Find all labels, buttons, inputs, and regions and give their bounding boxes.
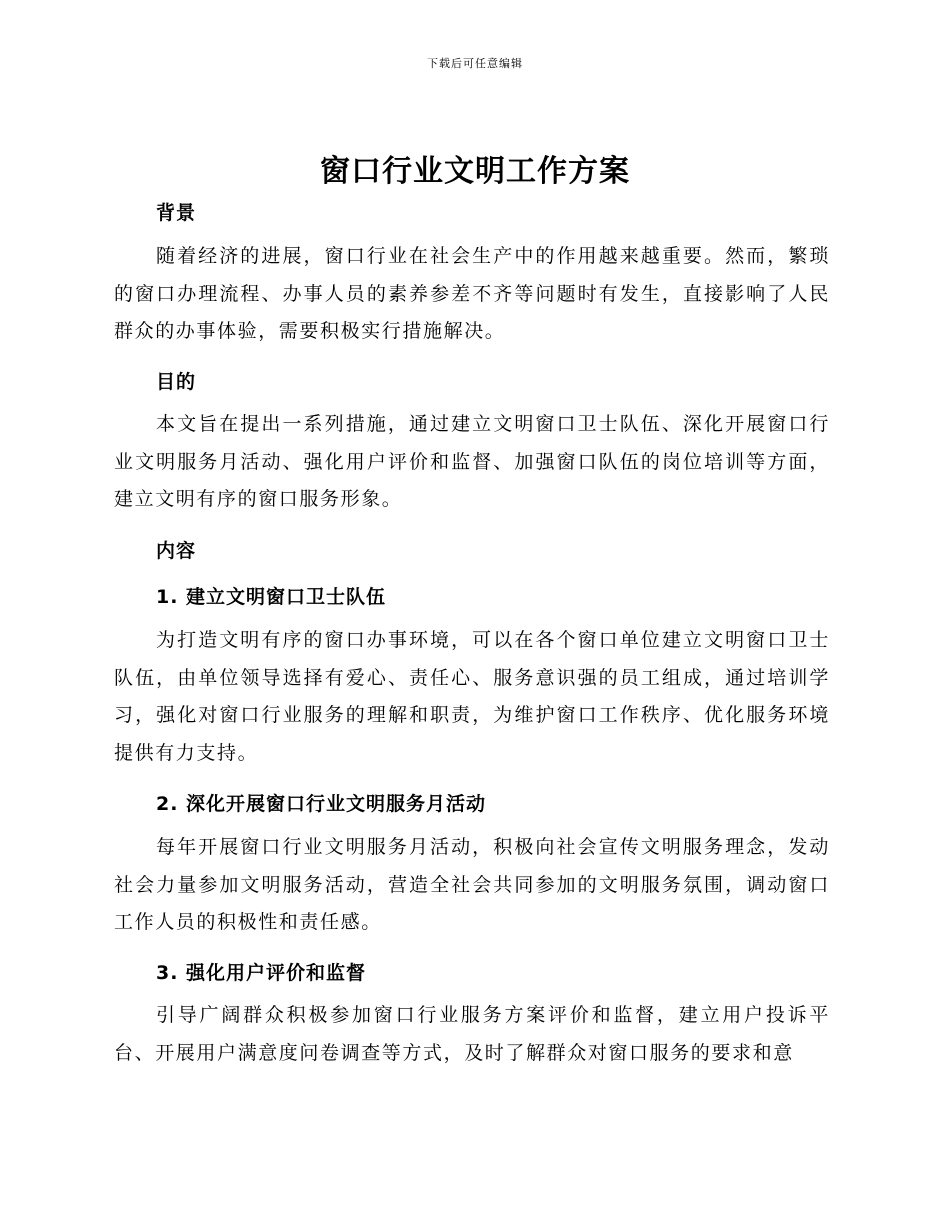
paragraph-item-2: 每年开展窗口行业文明服务月活动，积极向社会宣传文明服务理念，发动社会力量参加文明服务活动，营造全社会共同参加的文明服务氛围，调动窗口工作人员的积极性和责任感。: [114, 836, 830, 933]
heading-content: 内容: [156, 540, 197, 562]
page-title: 窗口行业文明工作方案: [320, 154, 630, 189]
header-note: 下载后可任意编辑: [427, 57, 523, 70]
paragraph-item-1: 为打造文明有序的窗口办事环境，可以在各个窗口单位建立文明窗口卫士队伍，由单位领导选择有爱心、责任心、服务意识强的员工组成，通过培训学习，强化对窗口行业服务的理解和职责，为维护窗口工作秩序、优化服务环境提供有力支持。: [114, 629, 830, 764]
paragraph-background: 随着经济的进展，窗口行业在社会生产中的作用越来越重要。然而，繁琐的窗口办理流程、办事人员的素养参差不齐等问题时有发生，直接影响了人民群众的办事体验，需要积极实行措施解决。: [114, 245, 830, 342]
heading-background: 背景: [156, 202, 197, 224]
paragraph-item-3: 引导广阔群众积极参加窗口行业服务方案评价和监督，建立用户投诉平台、开展用户满意度问卷调查等方式，及时了解群众对窗口服务的要求和意: [114, 1004, 830, 1064]
heading-item-2: 2. 深化开展窗口行业文明服务月活动: [156, 793, 487, 815]
heading-item-1: 1. 建立文明窗口卫士队伍: [156, 586, 387, 608]
paragraph-purpose: 本文旨在提出一系列措施，通过建立文明窗口卫士队伍、深化开展窗口行业文明服务月活动、强化用户评价和监督、加强窗口队伍的岗位培训等方面，建立文明有序的窗口服务形象。: [114, 413, 830, 510]
heading-item-3: 3. 强化用户评价和监督: [156, 962, 367, 984]
heading-purpose: 目的: [156, 371, 197, 393]
